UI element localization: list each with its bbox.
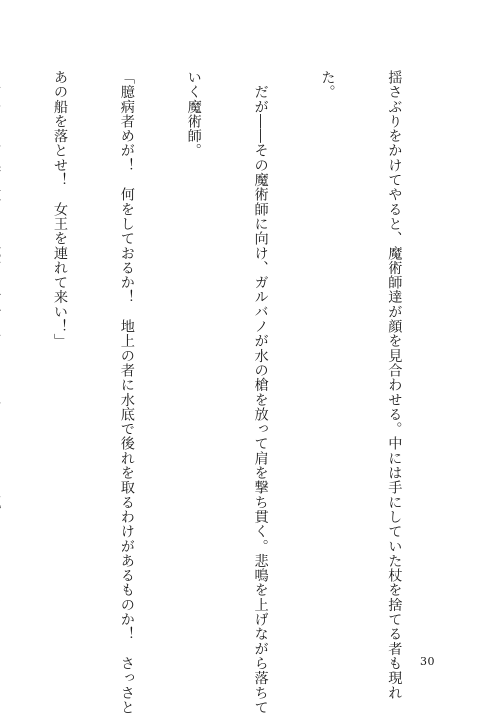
text-line: 揺さぶりをかけてやると、魔術師達が顔を見合わせる。中には手にしていた杖を捨てる者も現れ <box>386 70 403 700</box>
page-number: 30 <box>420 655 435 668</box>
text-line: 「臆病者めが！ 何をしておるか！ 地上の者に水底で後れを取るわけがあるものか！ さっさと <box>118 70 135 715</box>
text-line <box>0 70 4 636</box>
text-line: あの船を落とせ！ 女王を連れて来い！」 <box>51 70 68 349</box>
text-line: だが――その魔術師に向け、ガルバノが水の槍を放って肩を撃ち貫く。悲鳴を上げながら落ちて <box>252 70 269 715</box>
text-line: た。 <box>319 70 336 100</box>
text-line: いく魔術師。 <box>185 70 202 158</box>
